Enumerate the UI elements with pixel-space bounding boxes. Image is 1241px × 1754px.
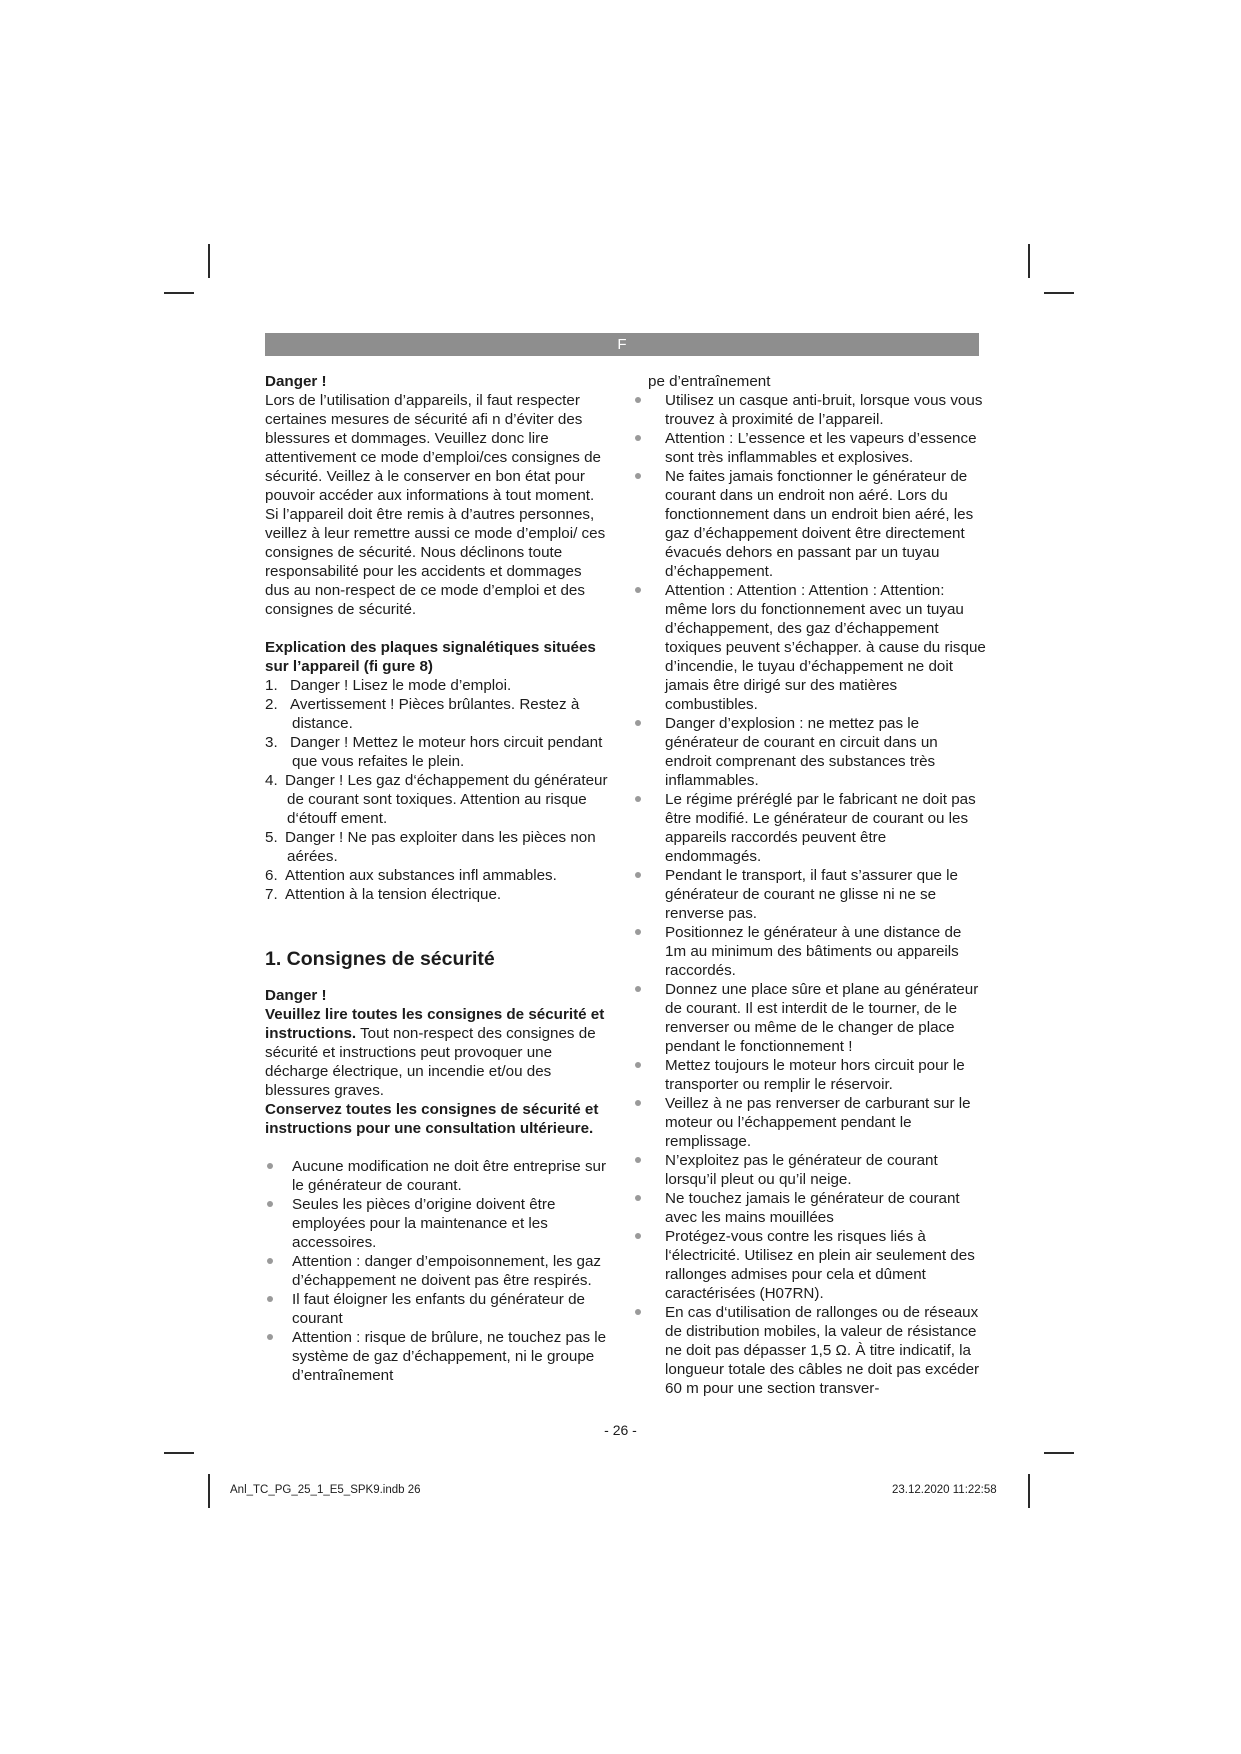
language-code: F: [617, 336, 627, 353]
keep-instructions-note: Conservez toutes les consignes de sécurité et instructions pour une consultation ultérieure.: [265, 1101, 599, 1137]
instructions-paragraph: Veuillez lire toutes les consignes de sécurité et instructions. Tout non-respect des consignes de sécurité et instructions peut provoquer une décharge électrique, un incendie et/ou des blessures graves.: [265, 1006, 605, 1099]
safety-bullet: Veillez à ne pas renverser de carburant sur le moteur ou l’échappement pendant le remplissage.: [648, 1094, 986, 1151]
safety-bullets-left: [265, 1157, 610, 1385]
safety-bullet: Protégez-vous contre les risques liés à l‘électricité. Utilisez en plein air seulement des rallonges admises pour cela et dûment caractérisées (H07RN).: [648, 1227, 986, 1303]
safety-bullet: Le régime préréglé par le fabricant ne doit pas être modifié. Le générateur de courant ou les appareils raccordés peuvent être endommagés.: [648, 790, 986, 866]
safety-bullet: Ne faites jamais fonctionner le générateur de courant dans un endroit non aéré. Lors du fonctionnement dans un endroit bien aéré, les gaz d’échappement doivent être directement évacués dehors en passant par un tuyau d’échappement.: [648, 467, 986, 581]
crop-mark-top-right: [1028, 244, 1030, 278]
safety-bullets-right: [648, 391, 986, 1398]
plates-list-item: 7. Attention à la tension électrique.: [265, 886, 502, 903]
crop-mark-top-right-h: [1044, 292, 1074, 294]
safety-bullet: En cas d‘utilisation de rallonges ou de réseaux de distribution mobiles, la valeur de résistance ne doit pas dépasser 1,5 Ω. À titre indicatif, la longueur totale des câbles ne doit pas excéder 60 m pour une section transver-: [648, 1303, 986, 1398]
section-title: 1. Consignes de sécurité: [265, 948, 495, 970]
plates-list: [265, 676, 610, 904]
danger-heading-2: Danger !: [265, 987, 327, 1004]
crop-mark-bottom-left: [208, 1474, 210, 1508]
plates-list-item: 3. Danger ! Mettez le moteur hors circuit pendant que vous refaites le plein.: [265, 734, 603, 770]
crop-mark-bottom-right-h: [1044, 1452, 1074, 1454]
continued-text: pe d’entraînement: [648, 373, 771, 390]
safety-bullet: Il faut éloigner les enfants du générateur de courant: [265, 1290, 610, 1328]
safety-bullet: Aucune modification ne doit être entreprise sur le générateur de courant.: [265, 1157, 610, 1195]
left-column: [265, 372, 610, 1385]
safety-bullet: Pendant le transport, il faut s’assurer que le générateur de courant ne glisse ni ne se renverse pas.: [648, 866, 986, 923]
danger-intro-paragraph: Lors de l’utilisation d’appareils, il faut respecter certaines mesures de sécurité afi n d’éviter des blessures et dommages. Veuillez donc lire attentivement ce mode d’emploi/ces consignes de sécurité. Veillez à le conserver en bon état pour pouvoir accéder aux informations à tout moment. Si l’appareil doit être remis à d’autres personnes, veillez à leur remettre aussi ce mode d’emploi/ ces consignes de sécurité. Nous déclinons toute responsabilité pour les accidents et dommages dus au non-respect de ce mode d’emploi et des consignes de sécurité.: [265, 392, 606, 618]
safety-bullet: Seules les pièces d’origine doivent être employées pour la maintenance et les accessoires.: [265, 1195, 610, 1252]
safety-bullet: Attention : L’essence et les vapeurs d’essence sont très inflammables et explosives.: [648, 429, 986, 467]
page-number: - 26 -: [604, 1422, 637, 1438]
plates-list-item: 5. Danger ! Ne pas exploiter dans les pièces non aérées.: [265, 829, 596, 865]
safety-bullet: Ne touchez jamais le générateur de courant avec les mains mouillées: [648, 1189, 986, 1227]
safety-bullet: Danger d’explosion : ne mettez pas le générateur de courant en circuit dans un endroit comprenant des substances très inflammables.: [648, 714, 986, 790]
print-timestamp: 23.12.2020 11:22:58: [892, 1484, 997, 1496]
crop-mark-bottom-left-h: [164, 1452, 194, 1454]
safety-bullet: Attention : danger d’empoisonnement, les gaz d’échappement ne doivent pas être respirés.: [265, 1252, 610, 1290]
print-file-name: Anl_TC_PG_25_1_E5_SPK9.indb 26: [230, 1484, 421, 1496]
safety-bullet: Attention : Attention : Attention : Attention: même lors du fonctionnement avec un tuyau d’échappement, des gaz d’échappement toxiques peuvent s’échapper. à cause du risque d’incendie, le tuyau d’échappement ne doit jamais être dirigé sur des matières combustibles.: [648, 581, 986, 714]
plates-list-item: 1. Danger ! Lisez le mode d’emploi.: [265, 677, 512, 694]
crop-mark-top-left: [208, 244, 210, 278]
danger-heading: Danger !: [265, 373, 327, 390]
plates-heading: Explication des plaques signalétiques situées sur l’appareil (fi gure 8): [265, 639, 596, 675]
plates-list-item: 4. Danger ! Les gaz d‘échappement du générateur de courant sont toxiques. Attention au risque d‘étouff ement.: [265, 772, 608, 827]
language-header-bar: [265, 333, 979, 356]
safety-bullet: Positionnez le générateur à une distance de 1m au minimum des bâtiments ou appareils raccordés.: [648, 923, 986, 980]
safety-bullet: Attention : risque de brûlure, ne touchez pas le système de gaz d’échappement, ni le groupe d’entraînement: [265, 1328, 610, 1385]
safety-bullet: N’exploitez pas le générateur de courant lorsqu’il pleut ou qu’il neige.: [648, 1151, 986, 1189]
crop-mark-top-left-h: [164, 292, 194, 294]
safety-bullet: Mettez toujours le moteur hors circuit pour le transporter ou remplir le réservoir.: [648, 1056, 986, 1094]
safety-bullet: Utilisez un casque anti-bruit, lorsque vous vous trouvez à proximité de l’appareil.: [648, 391, 986, 429]
plates-list-item: 2. Avertissement ! Pièces brûlantes. Restez à distance.: [265, 696, 580, 732]
crop-mark-bottom-right: [1028, 1474, 1030, 1508]
right-column: [648, 372, 986, 1398]
safety-bullet: Donnez une place sûre et plane au générateur de courant. Il est interdit de le tourner, de le renverser ou même de le changer de place pendant le fonctionnement !: [648, 980, 986, 1056]
plates-list-item: 6. Attention aux substances infl ammables.: [265, 867, 557, 884]
